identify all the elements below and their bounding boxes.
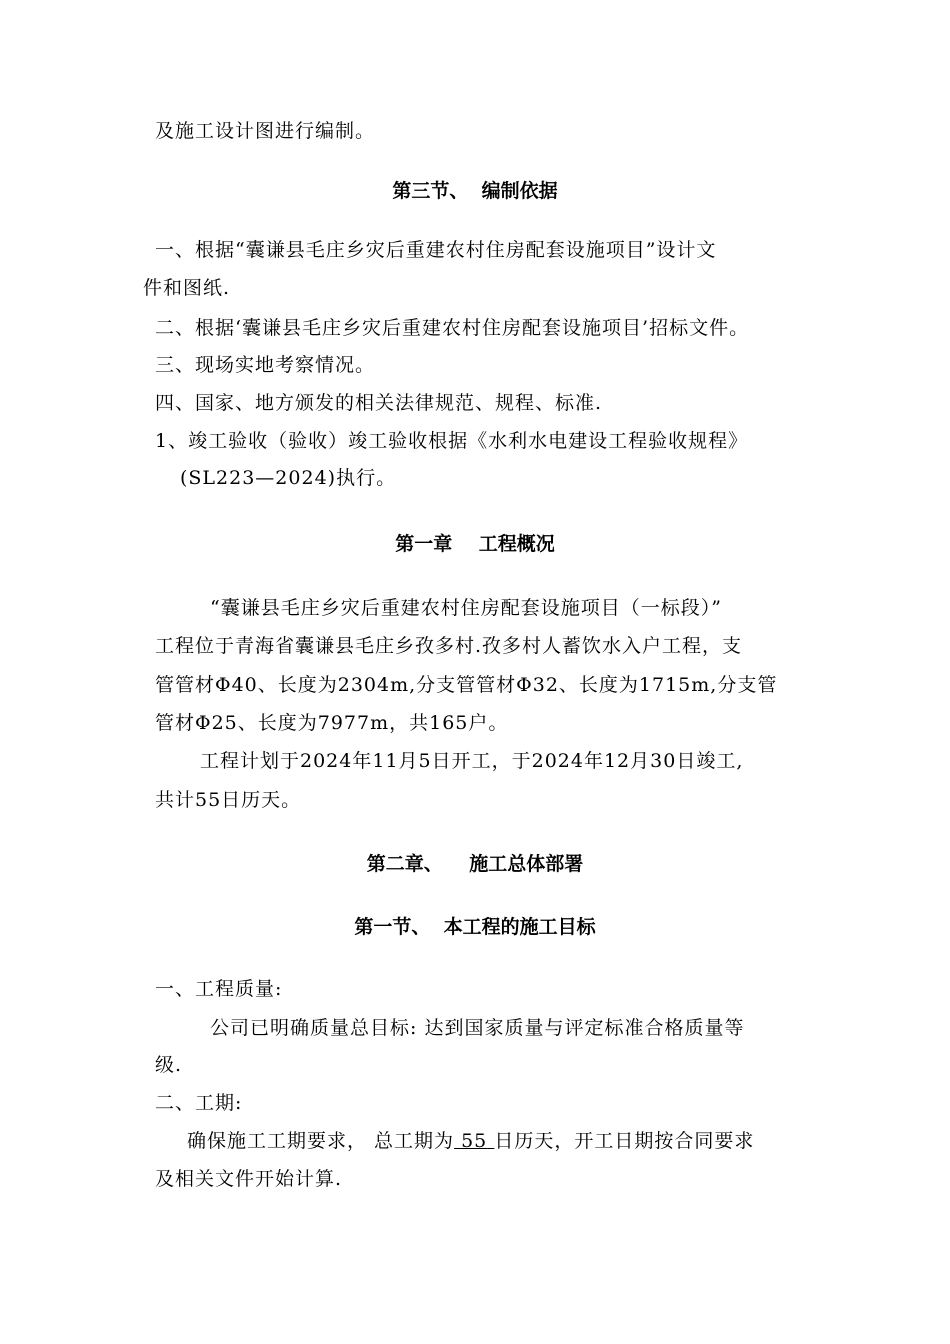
chapter1-para2-line1: 工程计划于2024年11月5日开工，于2024年12月30日竣工, (200, 750, 744, 772)
section3-item5-line1: 1、竣工验收（验收）竣工验收根据《水利水电建设工程验收规程》 (155, 430, 749, 452)
period-title: 二、工期: (155, 1092, 243, 1114)
chapter1-para2-line2: 共计55日历天。 (155, 789, 302, 811)
chapter2-heading: 第二章、 施工总体部署 (366, 853, 584, 875)
section3-item2: 二、根据‘囊谦县毛庄乡灾后重建农村住房配套设施项目’招标文件。 (155, 317, 750, 339)
section3-heading: 第三节、 编制依据 (392, 180, 558, 202)
period-line1-b: 日历天，开工日期按合同要求 (494, 1130, 755, 1152)
chapter1-para1-line3: 管管材Φ40、长度为2304m,分支管管材Φ32、长度为1715m,分支管 (155, 674, 778, 696)
section3-item4: 四、国家、地方颁发的相关法律规范、规程、标准. (155, 392, 603, 414)
chapter1-para1-line2: 工程位于青海省囊谦县毛庄乡孜多村.孜多村人蓄饮水入户工程，支 (155, 635, 743, 657)
section3-item1-line1: 一、根据“囊谦县毛庄乡灾后重建农村住房配套设施项目”设计文 (155, 239, 717, 261)
chapter1-heading: 第一章 工程概况 (395, 533, 555, 555)
chapter1-para1-line4: 管材Φ25、长度为7977m，共165户。 (155, 712, 509, 734)
period-days-value: 55 (461, 1130, 488, 1152)
chapter2-section1-heading: 第一节、 本工程的施工目标 (354, 916, 596, 938)
quality-title: 一、工程质量: (155, 978, 283, 1000)
period-line1-a: 确保施工工期要求， 总工期为 (187, 1130, 455, 1152)
section3-item3: 三、现场实地考察情况。 (155, 354, 376, 376)
section3-item5-line2: (SL223—2024)执行。 (180, 467, 397, 489)
period-days (454, 1130, 494, 1152)
chapter1-para1-line1: “囊谦县毛庄乡灾后重建农村住房配套设施项目（一标段）” (210, 597, 722, 619)
period-line2: 及相关文件开始计算. (155, 1168, 343, 1190)
top-line: 及施工设计图进行编制。 (155, 120, 376, 142)
quality-line2: 级. (155, 1054, 183, 1076)
period-line1 (187, 1128, 754, 1154)
section3-item1-line2: 件和图纸. (143, 277, 231, 299)
quality-line1: 公司已明确质量总目标: 达到国家质量与评定标准合格质量等 (210, 1017, 745, 1039)
